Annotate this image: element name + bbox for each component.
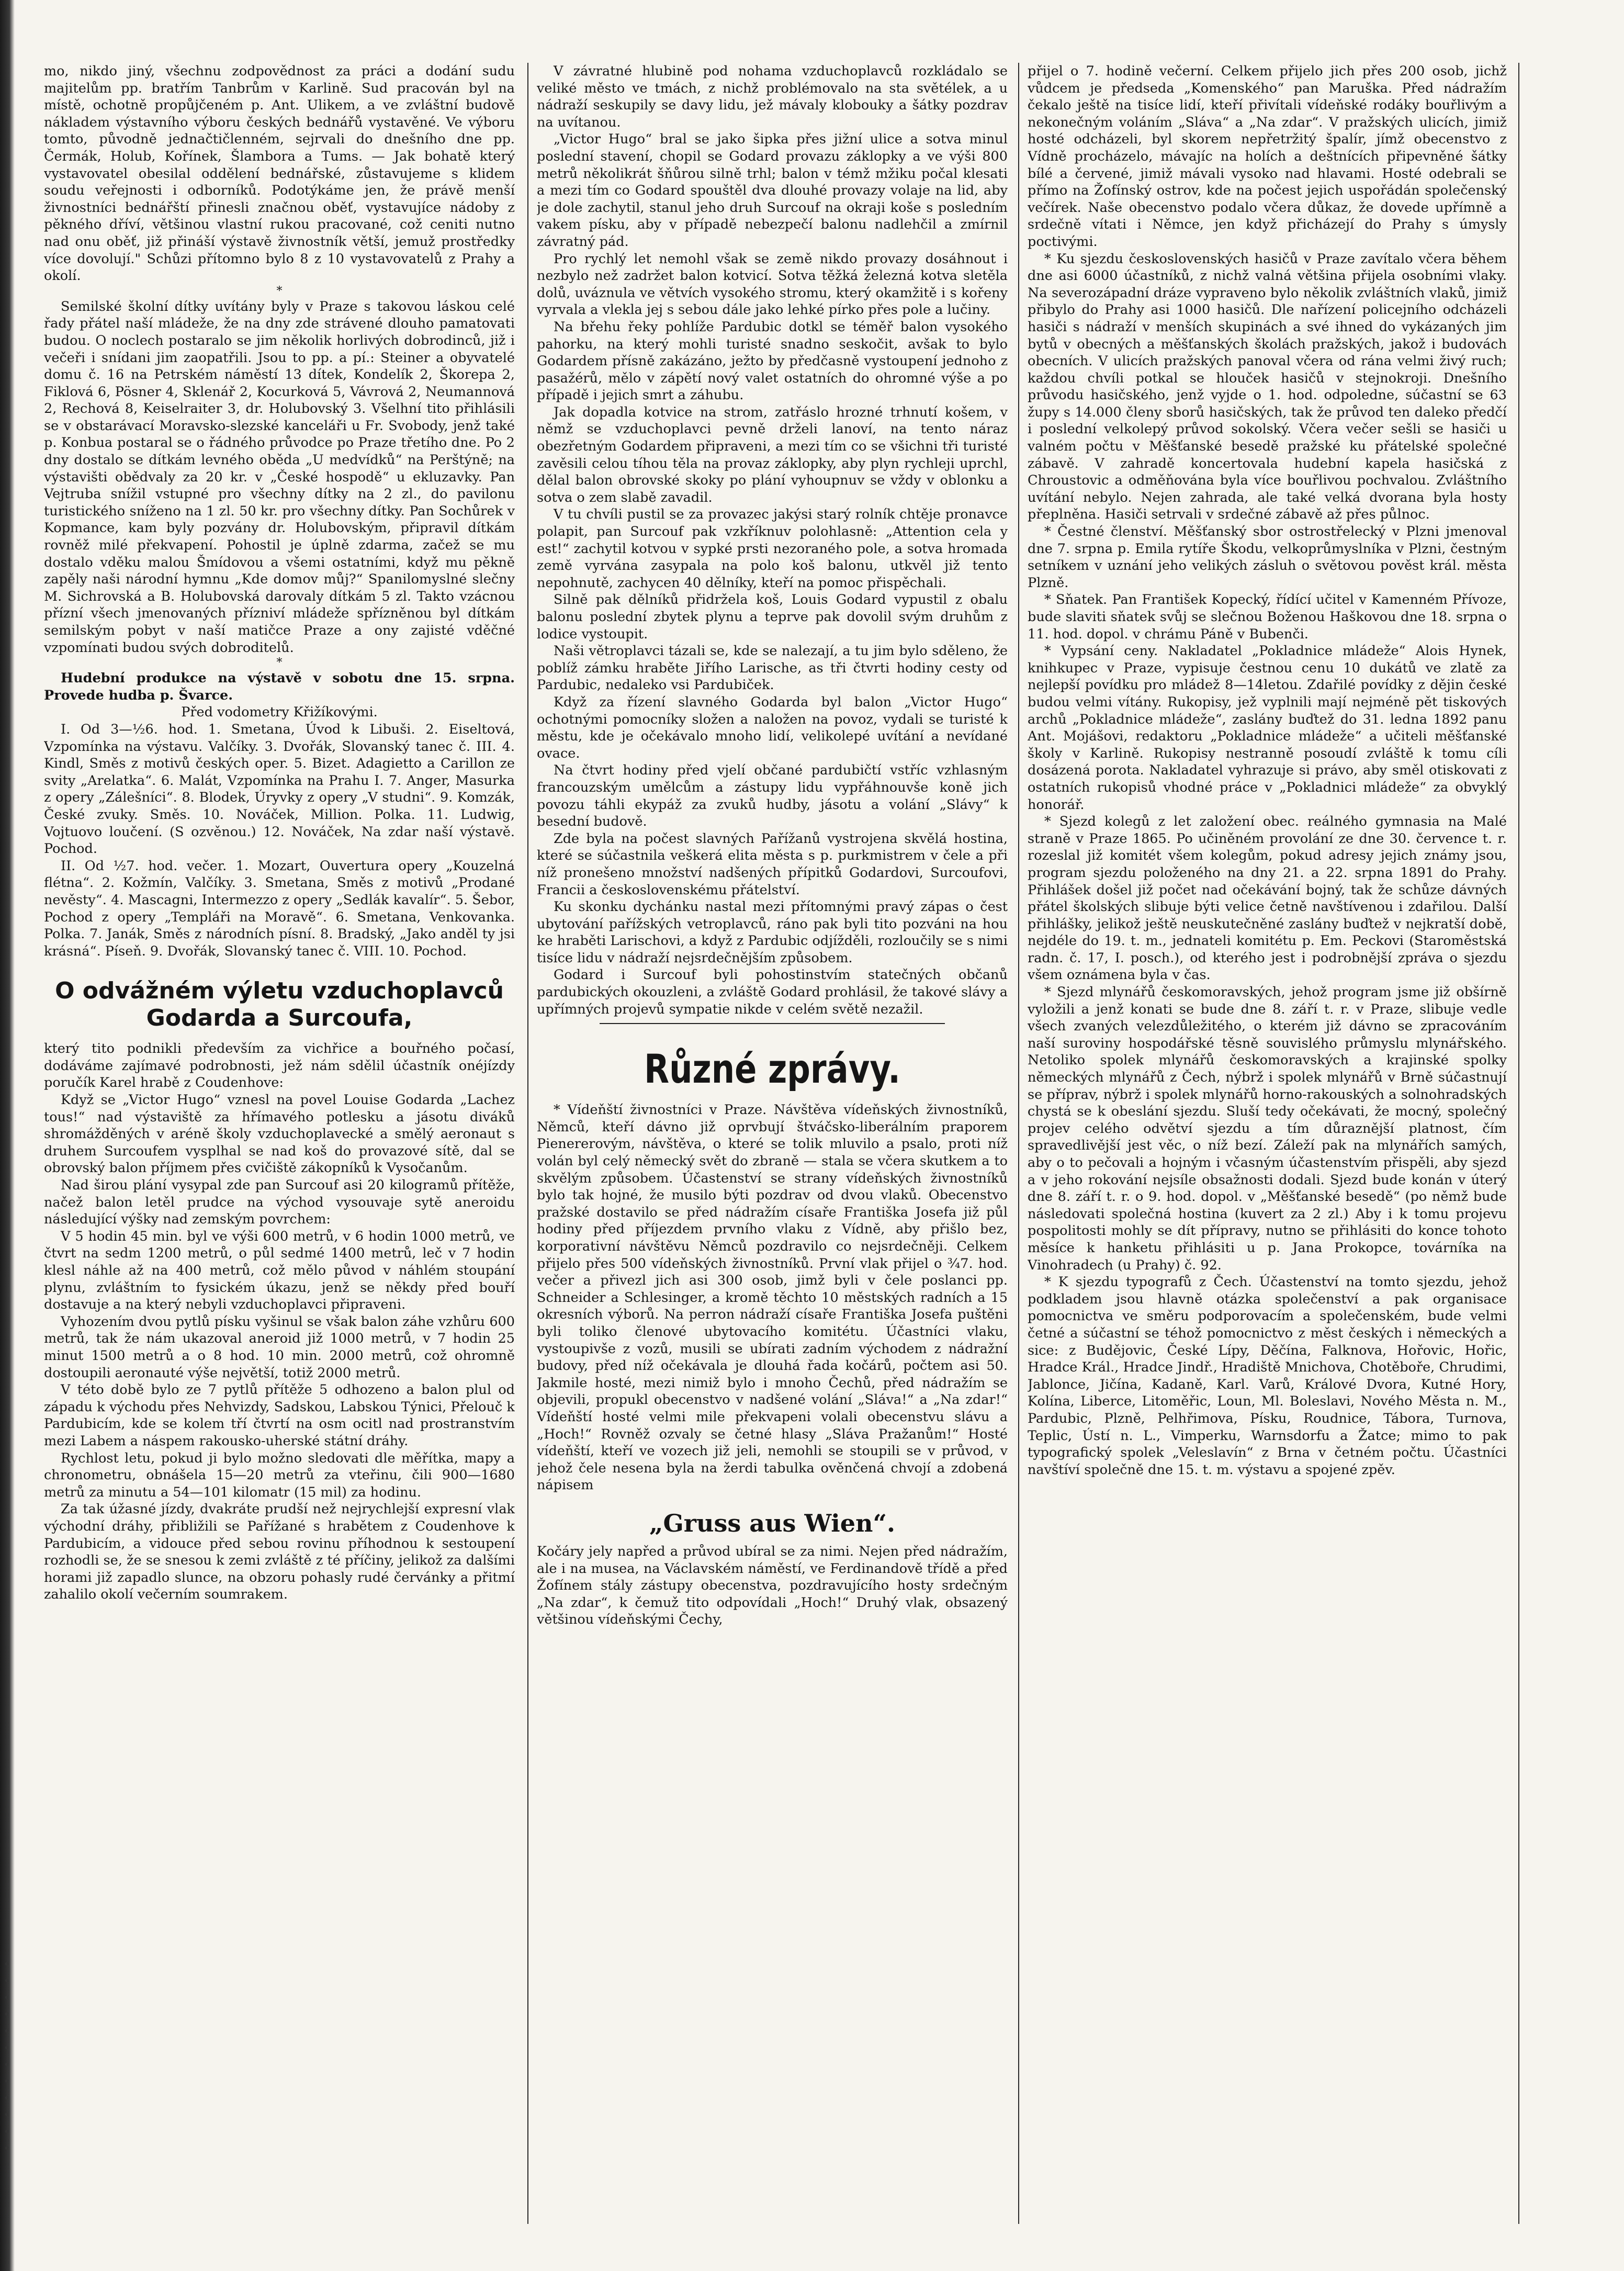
paragraph: Za tak úžasné jízdy, dvakráte prudší než nejrychlejší expresní vlak východní dráhy, přibližili se Pařížané s hrabětem z Coudenhove k Pardubicím, a vidouce před sebou rovinu příhodnou k sestoupení rozhodli se, že se snesou k zemi zvláště z té příčiny, jelikož za dalšími horami již zapadlo slunce, na obzoru pohasly rudé červánky a přitmí zahalilo okolí večerním soumrakem.	[44, 1501, 515, 1603]
program-part-1: I. Od 3—½6. hod. 1. Smetana, Úvod k Libuši. 2. Eiseltová, Vzpomínka na výstavu. Valčíky. 3. Dvořák, Slovanský tanec č. III. 4. Kindl, Směs z motivů českých oper. 5. Bizet. Adagietto a Carillon ze svity „Arelatka“. 6. Malát, Vzpomínka na Prahu I. 7. Anger, Masurka z opery „Zálešníci“. 8. Blodek, Úryvky z opery „V studni“. 9. Komzák, České zvuky. Směs. 10. Nováček, Million. Polka. 11. Ludwig, Vojtuovo loučení. (S ozvěnou.) 12. Nováček, Na zdar naší výstavě. Pochod.	[44, 721, 515, 857]
paragraph-cestne-clenstvi: * Čestné členství. Měšťanský sbor ostrostřelecký v Plzni jmenoval dne 7. srpna p. Emila rytíře Škodu, velkoprůmyslníka v Plzni, čestným setníkem v uznání jeho velikých zásluh o světovou pověst král. města Plzně.	[1028, 524, 1507, 591]
paragraph: Jak dopadla kotvice na strom, zatřáslo hrozné trhnutí košem, v němž se vzduchoplavci pevně drželi lanoví, na tento náraz obezřetným Godardem připraveni, a mezi tím co se všichni tři turisté zavěsili celou tíhou těla na provaz záklopky, aby plyn rychleji uprchl, dělal balon obrovské skoky po plání vyhoupnuv se vždy v oblonku a sotva o zem slabě zavadil.	[537, 404, 1008, 505]
paragraph: Na břehu řeky pohlíže Pardubic dotkl se téměř balon vysokého pahorku, na který mohli turisté snadno seskočit, avšak to bylo Godardem přísně zakázáno, ježto by předčasně vystoupení jednoho z pasažérů, mělo v zápětí nový valet ostatních do ohromné výše a po případě i jejich smrt a záhubu.	[537, 319, 1008, 403]
margin-dots	[5, 1962, 10, 2172]
article-headline-godard: O odvážném výletu vzduchoplavců Godarda a Surcoufa,	[55, 977, 504, 1032]
paragraph-sjezd-mlynaru: * Sjezd mlynářů českomoravských, jehož program jsme již obšírně vyložili a jenž konati se bude dne 8. září t. r. v Praze, slibuje vedle všech zvaných velezdůležitého, o kterém již dávno se zpracováním naší suroviny hospodářské těsně souvislého průmyslu mlynářského. Netoliko spolek mlynářů českomoravských a krajinské spolky německých mlynářů z Čech, nýbrž i spolek mlynářů v Brně súčastnují se příprav, nýbrž i spolek mlynářů horno-rakouských a solnohradských chystá se k obeslání sjezdu. Sluší tedy očekávati, že mocný, společný projev celého odvětví sjezdu a tím důraznější platnost, čím spravedlivější jest věc, o níž bezí. Záleží pak na mlynářích samých, aby o to pečovali a hojným i včasným účastenstvím přispěli, aby sjezd a v jeho rokování nejsíle obsažnosti dodali. Sjezd bude konán v úterý dne 8. září t. r. o 9. hod. dopol. v „Měšťanské besedě“ (po němž bude následovati společná hostina (kuvert za 2 zl.) Aby i k tomu projevu pospolitosti mohly se dít přípravy, nutno se přihlásiti do konce tohoto měsíce k hanketu přihlásiti u p. Jana Prokopce, továrníka na Vinohradech (u Prahy) č. 92.	[1028, 984, 1507, 1273]
paragraph-vypsani-ceny: * Vypsání ceny. Nakladatel „Pokladnice mládeže“ Alois Hynek, knihkupec v Praze, vypisuje čestnou cenu 10 dukátů ve zlatě za nejlepší povídku pro mládež 8—14letou. Zdařilé povídky z dějin české budou velmi vítány. Rukopisy, jež vyplnili mají nejméně pět tiskových archů „Pokladnice mládeže“, zaslány buďtež do 31. ledna 1892 panu Ant. Mojášovi, redaktoru „Pokladnice mládeže“ a učiteli měšťanské školy v Karlině. Rukopisy nestranně posoudí zvláště k tomu cíli dosázená porota. Nakladatel vyhrazuje si právo, aby směl otiskovati z ostatních rukopisů vhodné práce v „Pokladnici mládeže“ za obvyklý honorář.	[1028, 643, 1507, 813]
column-3	[1028, 63, 1507, 2234]
section-divider	[600, 1023, 945, 1024]
quoted-inscription: „Gruss aus Wien“.	[649, 1509, 895, 1537]
paragraph: Godard i Surcouf byli pohostinstvím statečných občanů pardubických okouzleni, a zvláště Godard prohlásil, že takové slávy a upřímných projevů sympatie nikde v celém světě nezažil.	[537, 967, 1008, 1017]
paragraph: V této době bylo ze 7 pytlů přítěže 5 odhozeno a balon plul od západu k východu přes Nehvizdy, Sadskou, Labskou Týnici, Přelouč k Pardubicím, kde se kolem tří čtvrtí na osm ocitl nad prostranstvím mezi Labem a náspem rakousko-uherské státní dráhy.	[44, 1382, 515, 1449]
subheading-vodometry: Před vodometry Křižíkovými.	[181, 704, 378, 721]
paragraph-semilske-ditky: Semilské školní dítky uvítány byly v Praze s takovou láskou celé řady přátel naší mládeže, že na dny zde strávené dlouho pamatovati budou. O noclech postaralo se jim několik horlivých dobrodinců, již i večeři i snídani jim zaopatřili. Jsou to pp. a pí.: Steiner a obyvatelé domu č. 16 na Petrském náměstí 13 dítek, Kondelík 2, Škorepa 2, Fiklová 6, Pösner 4, Sklenář 2, Kocurková 5, Vávrová 2, Neumannová 2, Rechová 8, Keiselraiter 3, dr. Holubovský 3. Všelhní tito přihlásili se v obstarávací Moravsko-slezské kanceláři u Fr. Svobody, jenž také p. Konbua postaral se o řádného průvodce po Praze třetího dne. Po 2 dny dostalo se dítkám levného oběda „U medvídků“ na Perštýně; na výstavišti obědvaly za 20 kr. v „České hospodě“ u ekluzavky. Pan Vejtruba snížil vstupné pro všechny dítky na 2 zl., do pavilonu turistického sníženo na 1 zl. 50 kr. pro všechny dítky. Pan Sochůrek v Kopmance, kam byly pozvány dr. Holubovským, připravil dítkám rovněž milé překvapení. Pohostil je úplně zdarma, začež se mu dostalo vděku malou Šmídovou a všemi ostatními, když mu pěkně zapěly naši národní hymnu „Kde domov můj?“ Spanilomyslné slečny M. Sichrovská a B. Holubovská darovaly dítkám 5 zl. Takto vzácnou přízní všech jmenovaných přízniví mládeže spřízněnou byl dítkám semilským pobyt v naší matičce Praze a ony zajisté vděčné vzpomínati budou svých dobroditelů.	[44, 298, 515, 656]
paragraph-sjezd-typografu: * K sjezdu typografů z Čech. Účastenství na tomto sjezdu, jehož podkladem jsou hlavně otázka společenství a pak organisace pomocnictva ve směru podporovacím a společenském, bude velmi četné a súčastní se téhož pomocnictvo z měst českých i německých a sice: z Budějovic, České Lípy, Děčína, Falknova, Hořovic, Hořic, Hradce Král., Hradce Jindř., Hradiště Mnichova, Chotěboře, Chrudimi, Jablonce, Jičína, Kadaně, Karl. Varů, Králové Dvora, Kutné Hory, Kolína, Liberce, Litoměřic, Loun, Ml. Boleslavi, Nového Města n. M., Pardubic, Plzně, Pelhřimova, Písku, Roudnice, Tábora, Turnova, Teplic, Ústí n. L., Vimperku, Warnsdorfu a Žatce; mimo to pak typografický spolek „Veleslavín“ z Brna v četném počtu. Účastníci navštíví společně dne 15. t. m. výstavu a spojené zpěv.	[1028, 1274, 1507, 1478]
separator-star: *	[276, 284, 283, 298]
column-rule	[1518, 63, 1519, 2224]
paragraph-snatek: * Sňatek. Pan František Kopecký, řídící učitel v Kamenném Přívoze, bude slaviti sňatek svůj se slečnou Boženou Haškovou dne 18. srpna o 11. hod. dopol. v chrámu Páně v Bubenči.	[1028, 592, 1507, 642]
paragraph: Vyhozením dvou pytlů písku vyšinul se však balon záhe vzhůru 600 metrů, tak že nám ukazoval aneroid již 1000 metrů, v 7 hodin 25 minut 1500 metrů a o 8 hod. 10 min. 2000 metrů, což ohromně dostoupili aeronauté výše největší, totiž 2000 metrů.	[44, 1313, 515, 1381]
paragraph: V tu chvíli pustil se za provazec jakýsi starý rolník chtěje pronavce polapit, pan Surcouf pak vzkříknuv polohlasně: „Attention cela y est!“ zachytil kotvou v sypké prsti nezoraného pole, a sotva hromada země vyrvána zasypala na polo koš balonu, utkvěl již tento nepohnutě, zachycen 40 dělníky, kteří na pomoc přispěchali.	[537, 507, 1008, 591]
paragraph-hudebni-produkce: Hudební produkce na výstavě v sobotu dne 15. srpna. Provede hudba p. Švarce.	[44, 670, 515, 703]
scan-binding-edge	[0, 0, 15, 2271]
paragraph: Rychlost letu, pokud ji bylo možno sledovati dle měřítka, mapy a chronometru, obnášela 15—20 metrů za vteřinu, čili 900—1680 metrů za minutu a 54—101 kilomatr (15 mil) za hodinu.	[44, 1450, 515, 1500]
paragraph: Naši větroplavci tázali se, kde se nalezají, a tu jim bylo sděleno, že poblíž zámku hraběte Jiřího Larische, as tři čtvrti hodiny cesty od Pardubic, nedaleko vsi Pardubiček.	[537, 643, 1008, 693]
paragraph: V závratné hlubině pod nohama vzduchoplavců rozkládalo se veliké město ve tmách, z nichž problémovalo na sta světélek, a u nádraží seskupily se davy lidu, jež mávaly klobouky a šátky pozdrav na uvítanou.	[537, 63, 1008, 130]
paragraph: Kočáry jely napřed a průvod ubíral se za nimi. Nejen před nádražím, ale i na musea, na Václavském náměstí, ve Ferdinandově třídě a před Žofínem stály zástupy obecenstva, pozdravujícího hosty srdečným „Na zdar“, k čemuž tito odpovídali „Hoch!“ Druhý vlak, obsazený většinou vídeňskými Čechy,	[537, 1543, 1008, 1628]
paragraph: „Victor Hugo“ bral se jako šipka přes jižní ulice a sotva minul poslední stavení, chopil se Godard provazu záklopky a ve výši 800 metrů několikrát šňůrou silně trhl; balon v témž mžiku počal klesati a mezi tím co Godard spouštěl dva dlouhé provazy volaje na lid, aby je dole zachytil, stanul jeho druh Surcouf na okraji koše s posledním vakem písku, aby v případě nebezpečí balonu nadlehčil a zmírnil závratný pád.	[537, 131, 1008, 250]
paragraph-hasici: * Ku sjezdu československých hasičů v Praze zavítalo včera během dne asi 6000 účastníků, z nichž valná většina přijela osobními vlaky. Na severozápadní dráze vypraveno bylo několik zvláštních vlaků, jimiž přibylo do Prahy asi 1000 hasičů. Dle nařízení policejního odcházeli hasiči s nádraží v menších skupinách a své ihned do vykázaných jim bytů v obecných a měšťanských školách pražských, jakož i budovách obecních. V ulicích pražských panoval včera od rána velmi živý ruch; každou chvíli potkal se hlouček hasičů v stejnokroji. Dnešního průvodu hasičského, jenž vyjde o 1. hod. odpoledne, súčastní se 63 župy s 14.000 členy sborů hasičských, tak že průvod ten daleko předčí i poslední velkolepý průvod sokolský. Včera večer sešli se hasiči u valném počtu v Měšťanské besedě pražské ku přátelské společné zábavě. V zahradě koncertovala hudební kapela hasičská z Chroustovic a odměňována byla více bouřlivou pochvalou. Zvláštního uvítání nebylo. Nejen zahrada, ale také velká dvorana byla hosty přeplněna. Hasiči setrvali v srdečné zábavě až přes půlnoc.	[1028, 251, 1507, 523]
paragraph: Nad širou plání vysypal zde pan Surcouf asi 20 kilogramů přítěže, načež balon letěl prudce na východ vysouvaje sytě aneroidu následující výšky nad zemským povrchem:	[44, 1177, 515, 1228]
paragraph: přijel o 7. hodině večerní. Celkem přijelo jich přes 200 osob, jichž vůdcem je předseda „Komenského“ pan Maruška. Před nádražím čekalo ještě na tisíce lidí, kteří přivítali vídeňské rodáky bouřlivým a nekonečným voláním „Sláva“ a „Na zdar“. V pražských ulicích, jimiž hosté odcházeli, byl skorem nepřetržitý špalír, jímž obecenstvo z Vídně procházelo, mávajíc na holích a deštnících připevněné šátky bílé a červené, jimiž mávali vysoko nad hlavami. Hosté odebrali se přímo na Žofínský ostrov, kde na počest jejich uspořádán společenský večírek. Naše obecenstvo podalo včera důkaz, že dovede upřímně a srdečně vítati i Němce, jen když přicházejí do Prahy s úmysly poctivými.	[1028, 63, 1507, 250]
paragraph: V 5 hodin 45 min. byl ve výši 600 metrů, v 6 hodin 1000 metrů, ve čtvrt na sedm 1200 metrů, o půl sedmé 1400 metrů, leč v 7 hodin klesl náhle až na 400 metrů, což mělo původ v náhlém stoupání plynu, zvláštním to fysickém úkazu, jenž se někdy před bouří dostavuje a na který nebyli vzduchoplavci připraveni.	[44, 1228, 515, 1313]
column-1	[44, 63, 515, 2234]
paragraph: mo, nikdo jiný, všechnu zodpovědnost za práci a dodání sudu majitelům pp. bratřím Tanbrům v Karlině. Sud pracován byl na místě, ochotně propůjčeném p. Ant. Ulikem, a ve zvláštní budově nákladem výstavního výboru českých bednářů vystavěné. Ve výboru tomto, původně jednačtičlenném, sejrvali do dnešního dne pp. Čermák, Holub, Kořínek, Šlambora a Tums. — Jak bohatě který vystavovatel obesilal oddělení bednářské, zůstavujeme s klidem soudu veřejnosti i odborníků. Podotýkáme jen, že právě menší živnostníci bednářští přinesli značnou oběť, vystavujíce nádoby z pěkného dříví, většinou vlastní rukou pracované, což ceniti nutno nad onu oběť, již přináší výstavě živnostník větší, jemuž prostředky více dovolují." Schůzi přítomno bylo 8 z 10 vystavovatelů z Prahy a okolí.	[44, 63, 515, 284]
separator-star: *	[276, 656, 283, 670]
paragraph-videnske-zivnostnici: * Vídeňští živnostníci v Praze. Návštěva vídeňských živnostníků, Němců, kteří dávno již oprvbují štváčsko-liberálním praporem Pienererovým, návštěva, o které se tolik mluvilo a psalo, proti níž volán byl celý německý svět do zbraně — stala se včera skutkem a to skvělým způsobem. Účastenství se strany vídeňských živnostníků bylo tak hojné, že musilo býti pozdrav od dvou vlaků. Obecenstvo pražské dostavilo se před nádražím císaře Františka Josefa již půl hodiny před příjezdem prvního vlaku z Vídně, aby přišlo bez, korporativní návštěvu Němců pozdravilo co nejsrdečněji. Celkem přijelo přes 500 vídeňských živnostníků. První vlak přijel o ¾7. hod. večer a přivezl jich asi 300 osob, jimž byli v čele poslanci pp. Schneider a Schlesinger, a kromě těchto 10 městských radních a 15 okresních výborů. Na perron nádraží císaře Františka Josefa puštěni byli toliko členové ubytovacího komitétu. Účastníci vlaku, vystoupivše z vozů, musili se ubírati zadním východem z nádražní budovy, před níž očekávala je dlouhá řada kočárů, počtem asi 50. Jakmile hosté, mezi nimiž bylo i mnoho Čechů, před nádražím se objevili, propukl obecenstvo v nadšené volání „Sláva!“ a „Na zdar!“ Vídeňští hosté velmi mile překvapeni volali obecenstvu slávu a „Hoch!“ Rovněž ozvaly se četné hlasy „Sláva Pražanům!“ Hosté vídeňští, kteří ve vozech již jeli, nemohli se stoupili se v průvod, v jehož čele nesena byla na žerdi tabulka ověnčená chvojí a zdobená nápisem	[537, 1102, 1008, 1493]
paragraph: Zde byla na počest slavných Pařížanů vystrojena skvělá hostina, které se súčastnila veškerá elita města s p. purkmistrem v čele a při níž pronešeno množství nadšených přípitků Godardovi, Surcoufovi, Francii a československému přátelství.	[537, 830, 1008, 898]
column-rule	[1018, 63, 1019, 2224]
paragraph: který tito podnikli především za vichřice a bouřného počasí, dodáváme zajímavé podrobnosti, jež nám sdělil účastník onéjízdy poručík Karel hrabě z Coudenhove:	[44, 1041, 515, 1091]
section-title-ruzne-zpravy: Různé zprávy.	[644, 1045, 900, 1093]
paragraph: Silně pak dělníků přidržela koš, Louis Godard vypustil z obalu balonu poslední zbytek plynu a teprve pak dovolil svým druhům z lodice vystoupit.	[537, 592, 1008, 642]
column-2	[537, 63, 1008, 2234]
paragraph: Na čtvrt hodiny před vjelí občané pardubičtí vstříc vzhlasným francouzským umělcům a zástupy lidu vypřáhnouvše koně jich povozu táhli ekypáž za zvuků hudby, jásotu a volání „Slávy“ k besední budově.	[537, 762, 1008, 830]
paragraph: Pro rychlý let nemohl však se země nikdo provazy dosáhnout i nezbylo než zadržet balon kotvicí. Sotva těžká železná kotva sletěla dolů, uváznula ve větvích vysokého stromu, který okamžitě i s kořeny vyrvala a vlekla jej s sebou dále jako lehké pírko přes pole a lučiny.	[537, 251, 1008, 318]
program-part-2: II. Od ½7. hod. večer. 1. Mozart, Ouvertura opery „Kouzelná flétna“. 2. Kožmín, Valčíky. 3. Smetana, Směs z motivů „Prodané nevěsty“. 4. Mascagni, Intermezzo z opery „Sedlák kavalír“. 5. Šebor, Pochod z opery „Templáři na Moravě“. 6. Smetana, Venkovanka. Polka. 7. Janák, Směs z národních písní. 8. Bradský, „Jako anděl ty jsi krásná“. Píseň. 9. Dvořák, Slovanský tanec č. VIII. 10. Pochod.	[44, 858, 515, 959]
column-rule	[527, 63, 528, 2224]
paragraph-sjezd-kolegu: * Sjezd kolegů z let založení obec. reálného gymnasia na Malé straně v Praze 1865. Po učiněném provolání ze dne 30. července t. r. rozeslal již komitét všem kolegům, pokud adresy jejich známy jsou, program sjezdu položeného na dny 21. a 22. srpna 1891 do Prahy. Přihlášek došel již počet nad očekávání bojný, tak že schůze dávných přátel školských slibuje býti velice četně navštívenou i zdařilou. Další přihlášky, jelikož ještě neuskutečněné zaslány buďtež v nejkratší době, nejdéle do 19. t. m., jednateli komitétu p. Em. Peckovi (Staroměstská radn. č. 17, I. posch.), od kterého jest i podrobnější zpráva o sjezdu všem oznámena byla v čas.	[1028, 814, 1507, 983]
paragraph: Když se „Victor Hugo“ vznesl na povel Louise Godarda „Lachez tous!“ nad výstaviště za hřímavého potlesku a jásotu diváků shromážděných v aréně školy vzduchoplavecké a smělý aeronaut s druhem Surcoufem vysplhal se nad koš do provazové sítě, dal se obrovský balon příjmem přes cvičiště zákopníků k Vysočanům.	[44, 1092, 515, 1176]
paragraph: Když za řízení slavného Godarda byl balon „Victor Hugo“ ochotnými pomocníky složen a naložen na povoz, vydali se turisté k městu, kde je očekávalo mnoho lidí, velikolepé uvítání a nevídané ovace.	[537, 694, 1008, 761]
paragraph: Ku skonku dychánku nastal mezi přítomnými pravý zápas o čest ubytování pařížských vetroplavců, ráno pak byli tito pozváni na hou ke hraběti Larischovi, a když z Pardubic odjížděli, rozloučily se s nimi tisíce lidu v nádraží nejsrdečnějším způsobem.	[537, 899, 1008, 966]
